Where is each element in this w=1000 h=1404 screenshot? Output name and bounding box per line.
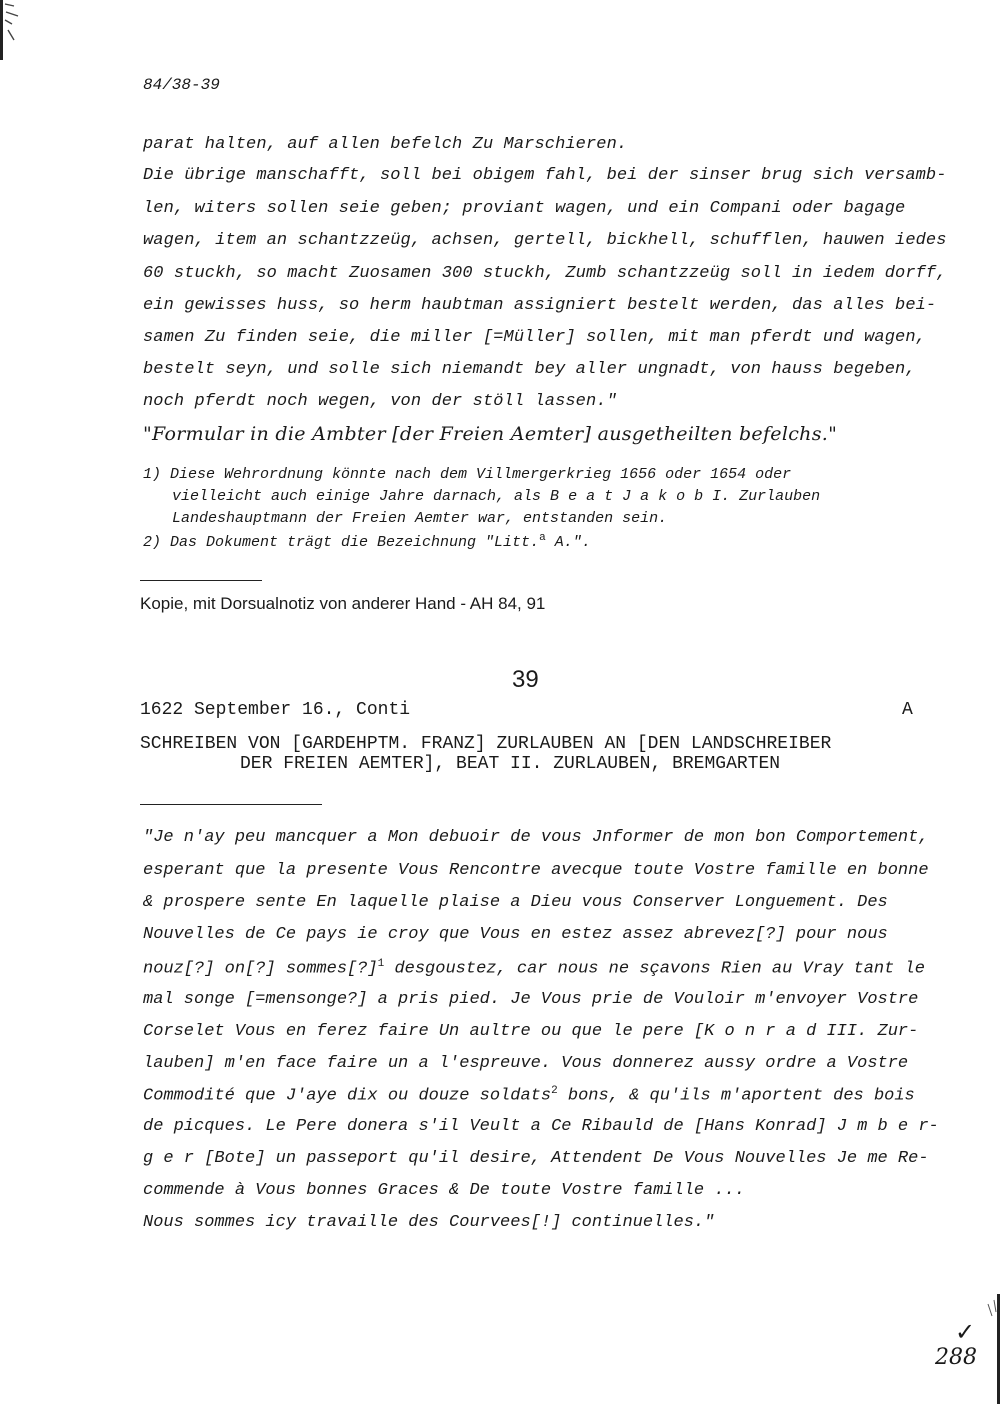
letter-tail: bons, & qu'ils m'aportent des bois bbox=[557, 1086, 915, 1106]
letter-line bbox=[143, 958, 925, 979]
footnote-text: 2) Das Dokument trägt die Bezeichnung "Litt. bbox=[143, 534, 540, 551]
letter-line: commende à Vous bonnes Graces & De toute Vostre famille ... bbox=[143, 1181, 745, 1200]
letter-line: g e r [Bote] un passeport qu'il desire, Attendent De Vous Nouvelles Je me Re- bbox=[143, 1149, 929, 1168]
letter-line: "Je n'ay peu mancquer a Mon debuoir de vous Jnformer de mon bon Comportement, bbox=[143, 828, 929, 847]
letter-line: esperant que la presente Vous Rencontre avecque toute Vostre famille en bonne bbox=[143, 861, 929, 880]
footnote-line bbox=[143, 532, 591, 551]
footnote-superscript: a bbox=[539, 532, 546, 544]
formular-line: "Formular in die Ambter [der Freien Aemter] ausgetheilten befelchs." bbox=[143, 423, 838, 445]
divider bbox=[140, 580, 262, 581]
divider bbox=[140, 804, 322, 805]
letter-line: Nous sommes icy travaille des Courvees[!] continuelles." bbox=[143, 1213, 715, 1232]
document-number: 39 bbox=[512, 666, 539, 693]
scan-artifact-bottom-right bbox=[920, 1294, 1000, 1404]
letter-line: lauben] m'en face faire un a l'espreuve. Vous donnerez aussy ordre a Vostre bbox=[143, 1054, 909, 1073]
text-line: samen Zu finden seie, die miller [=Müller] sollen, mit man pferdt und wagen, bbox=[143, 328, 926, 347]
date-line: 1622 September 16., Conti bbox=[140, 700, 411, 720]
letter-line: de picques. Le Pere donera s'il Veult a Ce Ribauld de [Hans Konrad] J m b e r- bbox=[143, 1117, 939, 1136]
letter-superscript: 1 bbox=[377, 958, 385, 970]
text-line: ein gewisses huss, so herm haubtman assigniert bestelt werden, das alles bei- bbox=[143, 296, 937, 315]
letter-line: Nouvelles de Ce pays ie croy que Vous en estez assez abrevez[?] pour nous bbox=[143, 925, 888, 944]
letter-line bbox=[143, 1085, 915, 1106]
letter-text: Commodité que J'aye dix ou douze soldats bbox=[143, 1086, 552, 1106]
page-number: 288 bbox=[935, 1345, 977, 1370]
letter-line: mal songe [=mensonge?] a pris pied. Je Vous prie de Vouloir m'envoyer Vostre bbox=[143, 990, 919, 1009]
footnote-tail: A.". bbox=[545, 534, 591, 551]
heading-line: DER FREIEN AEMTER], BEAT II. ZURLAUBEN, BREMGARTEN bbox=[240, 754, 781, 774]
heading-line: SCHREIBEN VON [GARDEHPTM. FRANZ] ZURLAUBEN AN [DEN LANDSCHREIBER bbox=[140, 734, 832, 754]
text-line: len, witers sollen seie geben; proviant wagen, und ein Compani oder bagage bbox=[143, 199, 906, 218]
text-line: wagen, item an schantzzeüg, achsen, gertell, bickhell, schufflen, hauwen iedes bbox=[143, 231, 947, 250]
text-line: noch pferdt noch wegen, von der stöll lassen." bbox=[143, 392, 617, 411]
text-line: bestelt seyn, und solle sich niemandt bey aller ungnadt, von hauss begeben, bbox=[143, 360, 916, 379]
footnote-line: vielleicht auch einige Jahre darnach, als B e a t J a k o b I. Zurlauben bbox=[172, 488, 821, 505]
check-mark-icon: ✓ bbox=[955, 1318, 976, 1346]
letter-line: & prospere sente En laquelle plaise a Dieu vous Conserver Longuement. Des bbox=[143, 893, 888, 912]
series-letter: A bbox=[902, 700, 913, 720]
text-line: parat halten, auf allen befelch Zu Marschieren. bbox=[143, 135, 628, 154]
archive-reference: 84/38-39 bbox=[143, 76, 220, 94]
scan-artifact-top-left bbox=[0, 0, 26, 60]
letter-text: nouz[?] on[?] sommes[?] bbox=[143, 959, 378, 979]
footnote-line: 1) Diese Wehrordnung könnte nach dem Villmergerkrieg 1656 oder 1654 oder bbox=[143, 466, 792, 483]
source-note: Kopie, mit Dorsualnotiz von anderer Hand - AH 84, 91 bbox=[140, 594, 546, 613]
letter-superscript: 2 bbox=[551, 1085, 558, 1097]
letter-line: Corselet Vous en ferez faire Un aultre ou que le pere [K o n r a d III. Zur- bbox=[143, 1022, 919, 1041]
letter-tail: desgoustez, car nous ne sçavons Rien au Vray tant le bbox=[384, 959, 925, 979]
text-line: 60 stuckh, so macht Zuosamen 300 stuckh, Zumb schantzzeüg soll in iedem dorff, bbox=[143, 264, 947, 283]
footnote-line: Landeshauptmann der Freien Aemter war, entstanden sein. bbox=[172, 510, 668, 527]
text-line: Die übrige manschafft, soll bei obigem fahl, bei der sinser brug sich versamb- bbox=[143, 166, 947, 185]
